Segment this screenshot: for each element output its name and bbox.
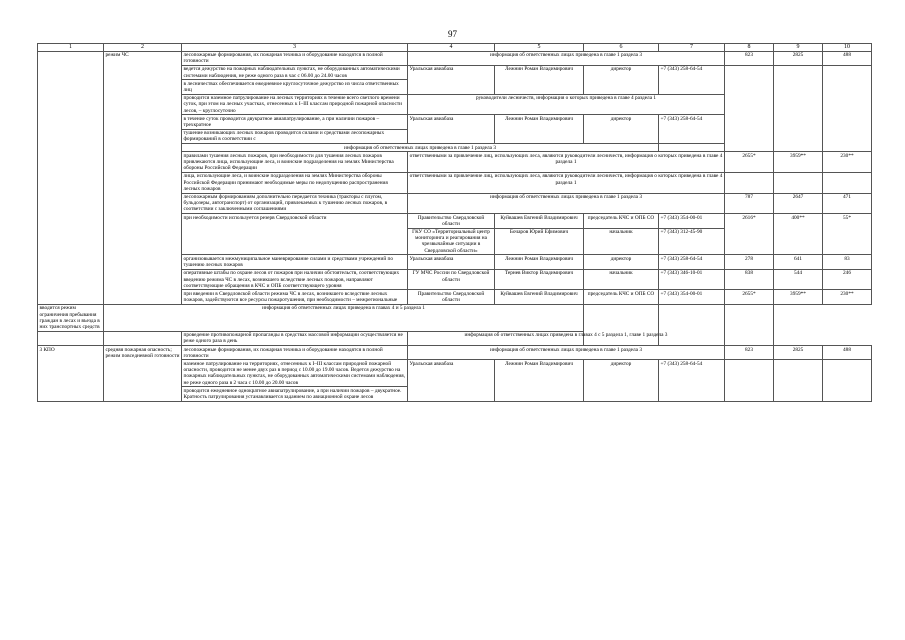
cell-measure: организовывается межмуниципальное маневрирование силами и средствами учреждений по тушению лесных пожаров: [182, 255, 408, 269]
cell-count: [823, 360, 872, 401]
cell-count: 641: [774, 255, 823, 269]
cell-measure: лесопожарные формирования, их пожарная техника и оборудование находятся в полной готовности: [182, 51, 408, 65]
cell-count: [774, 360, 823, 401]
cell-person: Лежнин Роман Владимирович: [495, 115, 584, 144]
cell-measure: правилами тушения лесных пожаров, при необходимости для тушения лесных пожаров привлекаются лица, использующие леса, и воинские подразделения на землях Министерства обороны Российской Федерации: [182, 152, 408, 173]
col-header: 8: [725, 44, 774, 52]
cell-count: [774, 65, 823, 151]
col-header: 2: [104, 44, 182, 52]
col-header: 3: [182, 44, 408, 52]
cell-org: Правительство Свердловской области: [408, 214, 495, 228]
cell-measure: в течение суток проводится двукратное авиапатрулирование, а при наличии пожаров – трехкратное: [182, 115, 408, 129]
cell-phone: +7 (343) 346-10-01: [659, 269, 725, 290]
cell-measure: лесопожарные формирования, их пожарная техника и оборудование находятся в полной готовности: [182, 346, 408, 360]
col-header: 1: [38, 44, 104, 52]
cell-count: 3959**: [774, 290, 823, 304]
cell-count: 83: [823, 255, 872, 269]
cell-count: 246: [823, 269, 872, 290]
cell-count: [725, 360, 774, 401]
cell-count: 488: [823, 51, 872, 65]
cell-person: Куйвашев Евгений Владимирович: [495, 214, 584, 228]
cell-position: директор: [584, 360, 659, 401]
cell-measure: ведется дежурство на пожарных наблюдательных пунктах, не оборудованных автоматическими системами наблюдения, не реже одного раза в час с 06.00 до 24.00 часов: [182, 65, 408, 79]
cell-count: 400**: [774, 214, 823, 255]
cell-org: Правительство Свердловской области: [408, 290, 495, 304]
cell-measure: проведение противопожарной пропаганды в средствах массовой информации осуществляется не реже одного раза в день: [182, 331, 408, 345]
cell-count: [823, 172, 872, 193]
col-header: 9: [774, 44, 823, 52]
table-row: [38, 51, 872, 65]
cell-count: 488: [823, 346, 872, 360]
cell-count: 2825: [774, 51, 823, 65]
cell-org: ГУ МЧС России по Свердловской области: [408, 269, 495, 290]
col-header: 10: [823, 44, 872, 52]
cell-org: Уральская авиабаза: [408, 115, 495, 144]
cell-count: [725, 65, 774, 151]
cell-measure: лица, использующие леса, и воинские подразделения на землях Министерства обороны Российской Федерации принимают необходимые меры по недопущению распространения лесных пожаров: [182, 172, 408, 193]
cell-org: Уральская авиабаза: [408, 360, 495, 401]
cell-responsible-ref: ответственными за привлечение лиц, использующих леса, являются руководители лесничеств, информация о которых приведена в главе 4 раздела 1: [408, 152, 725, 173]
col-header: 5: [495, 44, 584, 52]
cell-count: 823: [725, 51, 774, 65]
cell-phone: +7 (343) 258-64-54: [659, 115, 725, 144]
cell-person: Лежнин Роман Владимирович: [495, 255, 584, 269]
cell-measure: проводится ежедневное однократное авиапатрулирование, а при наличии пожаров – двукратное. Кратность патрулирования устанавливается заданием по авиационной охране лесов: [182, 387, 408, 401]
cell-count: 544: [774, 269, 823, 290]
cell-count: [725, 172, 774, 193]
cell-count: [725, 304, 774, 345]
cell-num: [38, 331, 104, 345]
cell-count: 55*: [823, 214, 872, 255]
cell-position: председатель КЧС и ОПБ СО: [584, 290, 659, 304]
cell-responsible-ref: информация об ответственных лицах приведена в главах 4 с 5 раздела 1, главе 1 раздела 3: [408, 331, 725, 345]
cell-measure: тушение возникающих лесных пожаров проводится силами и средствами лесопожарных формирований в соответствии с: [182, 129, 408, 143]
cell-measure: вводится режим ограничения пребывания граждан в лесах и въезда в них транспортных средств: [38, 304, 104, 331]
cell-phone: +7 (343) 354-00-01: [659, 290, 725, 304]
cell-count: 230**: [823, 290, 872, 304]
cell-count: 278: [725, 255, 774, 269]
cell-count: 2616*: [725, 214, 774, 255]
cell-measure: наземное патрулирование на территориях, отнесенных к I–III классам природной пожарной опасности, проводится не менее двух раз в период с 10.00 до 19.00 часов. Ведется дежурство на пожарных наблюдательных пунктах, не оборудованных автоматическими системами наблюдения, не реже одного раза в 2 часа с 10.00 до 20.00 часов: [182, 360, 408, 387]
cell-person: Куйвашев Евгений Владимирович: [495, 290, 584, 304]
cell-phone: +7 (343) 312-45-90: [659, 228, 725, 255]
cell-responsible-ref: ответственными за привлечение лиц, использующих леса, являются руководители лесничеств, информация о которых приведена в главе 4 раздела 1: [408, 172, 725, 193]
cell-phone: +7 (343) 258-64-54: [659, 255, 725, 269]
cell-mode: режим ЧС: [104, 51, 182, 304]
cell-person: Бочаров Юрий Ефимович: [495, 228, 584, 255]
cell-position: директор: [584, 115, 659, 144]
cell-phone: +7 (343) 258-64-54: [659, 360, 725, 401]
cell-person: Лежнин Роман Владимирович: [495, 65, 584, 94]
cell-count: 838: [725, 269, 774, 290]
fire-danger-table: [37, 43, 872, 402]
cell-measure: при введении в Свердловской области режима ЧС в лесах, возникшего вследствие лесных пожаров, задействуются все ресурсы пожаротушения, при необходимости – межрегиональные: [182, 290, 408, 304]
cell-count: 471: [823, 193, 872, 214]
cell-measure: в лесничествах обеспечивается ежедневное круглосуточное дежурство из числа ответственных лиц: [182, 80, 408, 94]
col-header: 4: [408, 44, 495, 52]
page-number: 97: [448, 29, 457, 39]
cell-mode: [104, 331, 182, 345]
cell-count: 2655*: [725, 290, 774, 304]
cell-responsible-ref: информация об ответственных лицах приведена в главе 1 раздела 3: [182, 144, 659, 152]
col-header: 6: [584, 44, 659, 52]
cell-position: председатель КЧС и ОПБ СО: [584, 214, 659, 228]
cell-count: [823, 65, 872, 151]
cell-org: ГКУ СО «Территориальный центр мониторинга и реагирования на чрезвычайные ситуации в Свердловской области»: [408, 228, 495, 255]
cell-responsible-ref: информация об ответственных лицах приведена в главе 1 раздела 3: [408, 346, 725, 360]
cell-org: Уральская авиабаза: [408, 255, 495, 269]
cell-count: 2655*: [725, 152, 774, 173]
cell-mode: средняя пожарная опасность; режим повседневной готовности: [104, 346, 182, 402]
cell-person: Тернев Виктор Владимирович: [495, 269, 584, 290]
cell-count: 3959**: [774, 152, 823, 173]
cell-position: начальник: [584, 228, 659, 255]
cell-count: 787: [725, 193, 774, 214]
cell-count: [774, 172, 823, 193]
cell-person: Лежнин Роман Владимирович: [495, 360, 584, 401]
cell-org: Уральская авиабаза: [408, 65, 495, 94]
cell-measure: при необходимости используется резерв Свердловской области: [182, 214, 408, 255]
cell-num: [38, 51, 104, 304]
cell-num: 3 КПО: [38, 346, 104, 402]
cell-count: 823: [725, 346, 774, 360]
col-header: 7: [659, 44, 725, 52]
cell-count: 2647: [774, 193, 823, 214]
table-row: [38, 304, 872, 331]
cell-count: 230**: [823, 152, 872, 173]
cell-phone: +7 (343) 258-64-54: [659, 65, 725, 94]
cell-count: 2825: [774, 346, 823, 360]
cell-measure: проводится наземное патрулирование на лесных территориях в течение всего светлого времени суток, при этом на лесных участках, отнесенных к I–III классам природной пожарной опасности лесов, – круглосуточно: [182, 94, 408, 115]
cell-position: директор: [584, 65, 659, 94]
cell-responsible-ref: информация об ответственных лицах приведена в главе 1 раздела 3: [408, 51, 725, 65]
cell-position: начальник: [584, 269, 659, 290]
cell-responsible-ref: информация об ответственных лицах приведена в главах 4 и 5 раздела 1: [104, 304, 584, 331]
header-row: [38, 44, 872, 52]
cell-responsible-ref: руководители лесничеств, информация о которых приведена в главе 4 раздела 1: [408, 94, 725, 115]
cell-position: директор: [584, 255, 659, 269]
cell-measure: лесопожарным формированиям дополнительно передается техника (тракторы с плугом, бульдозеры, автотранспорт) от организаций, привлекаемых к тушению лесных пожаров, в соответствии с заключенными соглашениями: [182, 193, 408, 214]
cell-responsible-ref: информация об ответственных лицах приведена в главе 1 раздела 3: [408, 193, 725, 214]
cell-phone: +7 (343) 354-00-01: [659, 214, 725, 228]
cell-measure: оперативные штабы по охране лесов от пожаров при наличии обстоятельств, соответствующих введению режима ЧС в лесах, возникшего вследствие лесных пожаров, направляют соответствующие обращения в КЧС и ОПБ соответствующего уровня: [182, 269, 408, 290]
table-row: [38, 346, 872, 360]
